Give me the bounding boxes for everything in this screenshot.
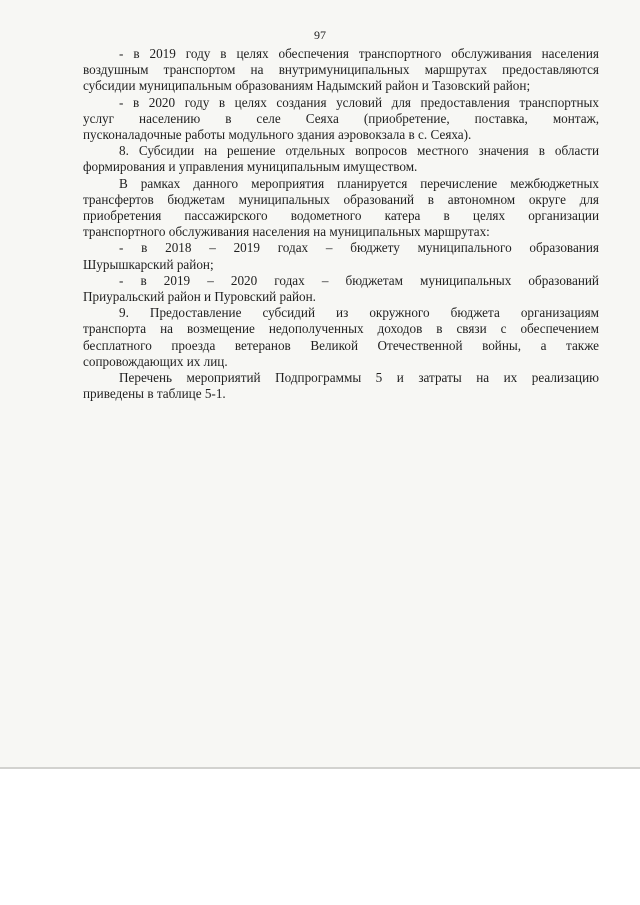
text-line: сопровождающих их лиц. — [83, 353, 228, 369]
text-line: - в 2020 году в целях создания условий для предоставления транспортных — [119, 94, 599, 110]
page-number: 97 — [314, 28, 326, 42]
text-line: 9. Предоставление субсидий из окружного бюджета организациям — [119, 305, 599, 321]
text-line: воздушным транспортом на внутримуниципальных маршрутах предоставляются — [83, 62, 599, 78]
text-line: субсидии муниципальным образованиям Надымский район и Тазовский район; — [83, 78, 531, 94]
paragraph-2018-2019 — [83, 240, 599, 272]
text-line: - в 2019 – 2020 годах – бюджетам муниципальных образований — [119, 272, 599, 288]
text-line: Перечень мероприятий Подпрограммы 5 и затраты на их реализацию — [119, 370, 599, 386]
paragraph-item-8 — [83, 143, 599, 175]
paragraph-transfers — [83, 176, 599, 241]
text-line: - в 2019 году в целях обеспечения транспортного обслуживания населения — [119, 46, 599, 61]
text-line: бесплатного проезда ветеранов Великой Отечественной войны, а также — [83, 337, 599, 353]
document-body — [83, 46, 599, 402]
paragraph-table-reference — [83, 370, 599, 402]
text-line: приобретения пассажирского водометного катера в целях организации — [83, 208, 599, 224]
text-line: 8. Субсидии на решение отдельных вопросов местного значения в области — [119, 143, 599, 159]
text-line: Приуральский район и Пуровский район. — [83, 289, 316, 305]
paragraph-item-9 — [83, 305, 599, 370]
text-line: услуг населению в селе Сеяха (приобретение, поставка, монтаж, — [83, 110, 599, 126]
text-line: формирования и управления муниципальным имуществом. — [83, 159, 418, 175]
blank-area — [0, 769, 640, 905]
text-line: В рамках данного мероприятия планируется перечисление межбюджетных — [119, 175, 599, 191]
text-line: - в 2018 – 2019 годах – бюджету муниципального образования — [119, 240, 599, 256]
text-line: приведены в таблице 5-1. — [83, 386, 226, 402]
paragraph-2019-2020 — [83, 273, 599, 305]
text-line: трансфертов бюджетам муниципальных образований в автономном округе для — [83, 191, 599, 207]
text-line: транспорта на возмещение недополученных доходов в связи с обеспечением — [83, 321, 599, 337]
text-line: Шурышкарский район; — [83, 256, 214, 272]
paragraph-2020-seyakha — [83, 95, 599, 144]
text-line: транспортного обслуживания населения на муниципальных маршрутах: — [83, 224, 490, 240]
text-line: пусконаладочные работы модульного здания аэровокзала в с. Сеяха). — [83, 127, 472, 143]
paragraph-2019-air-transport — [83, 46, 599, 95]
